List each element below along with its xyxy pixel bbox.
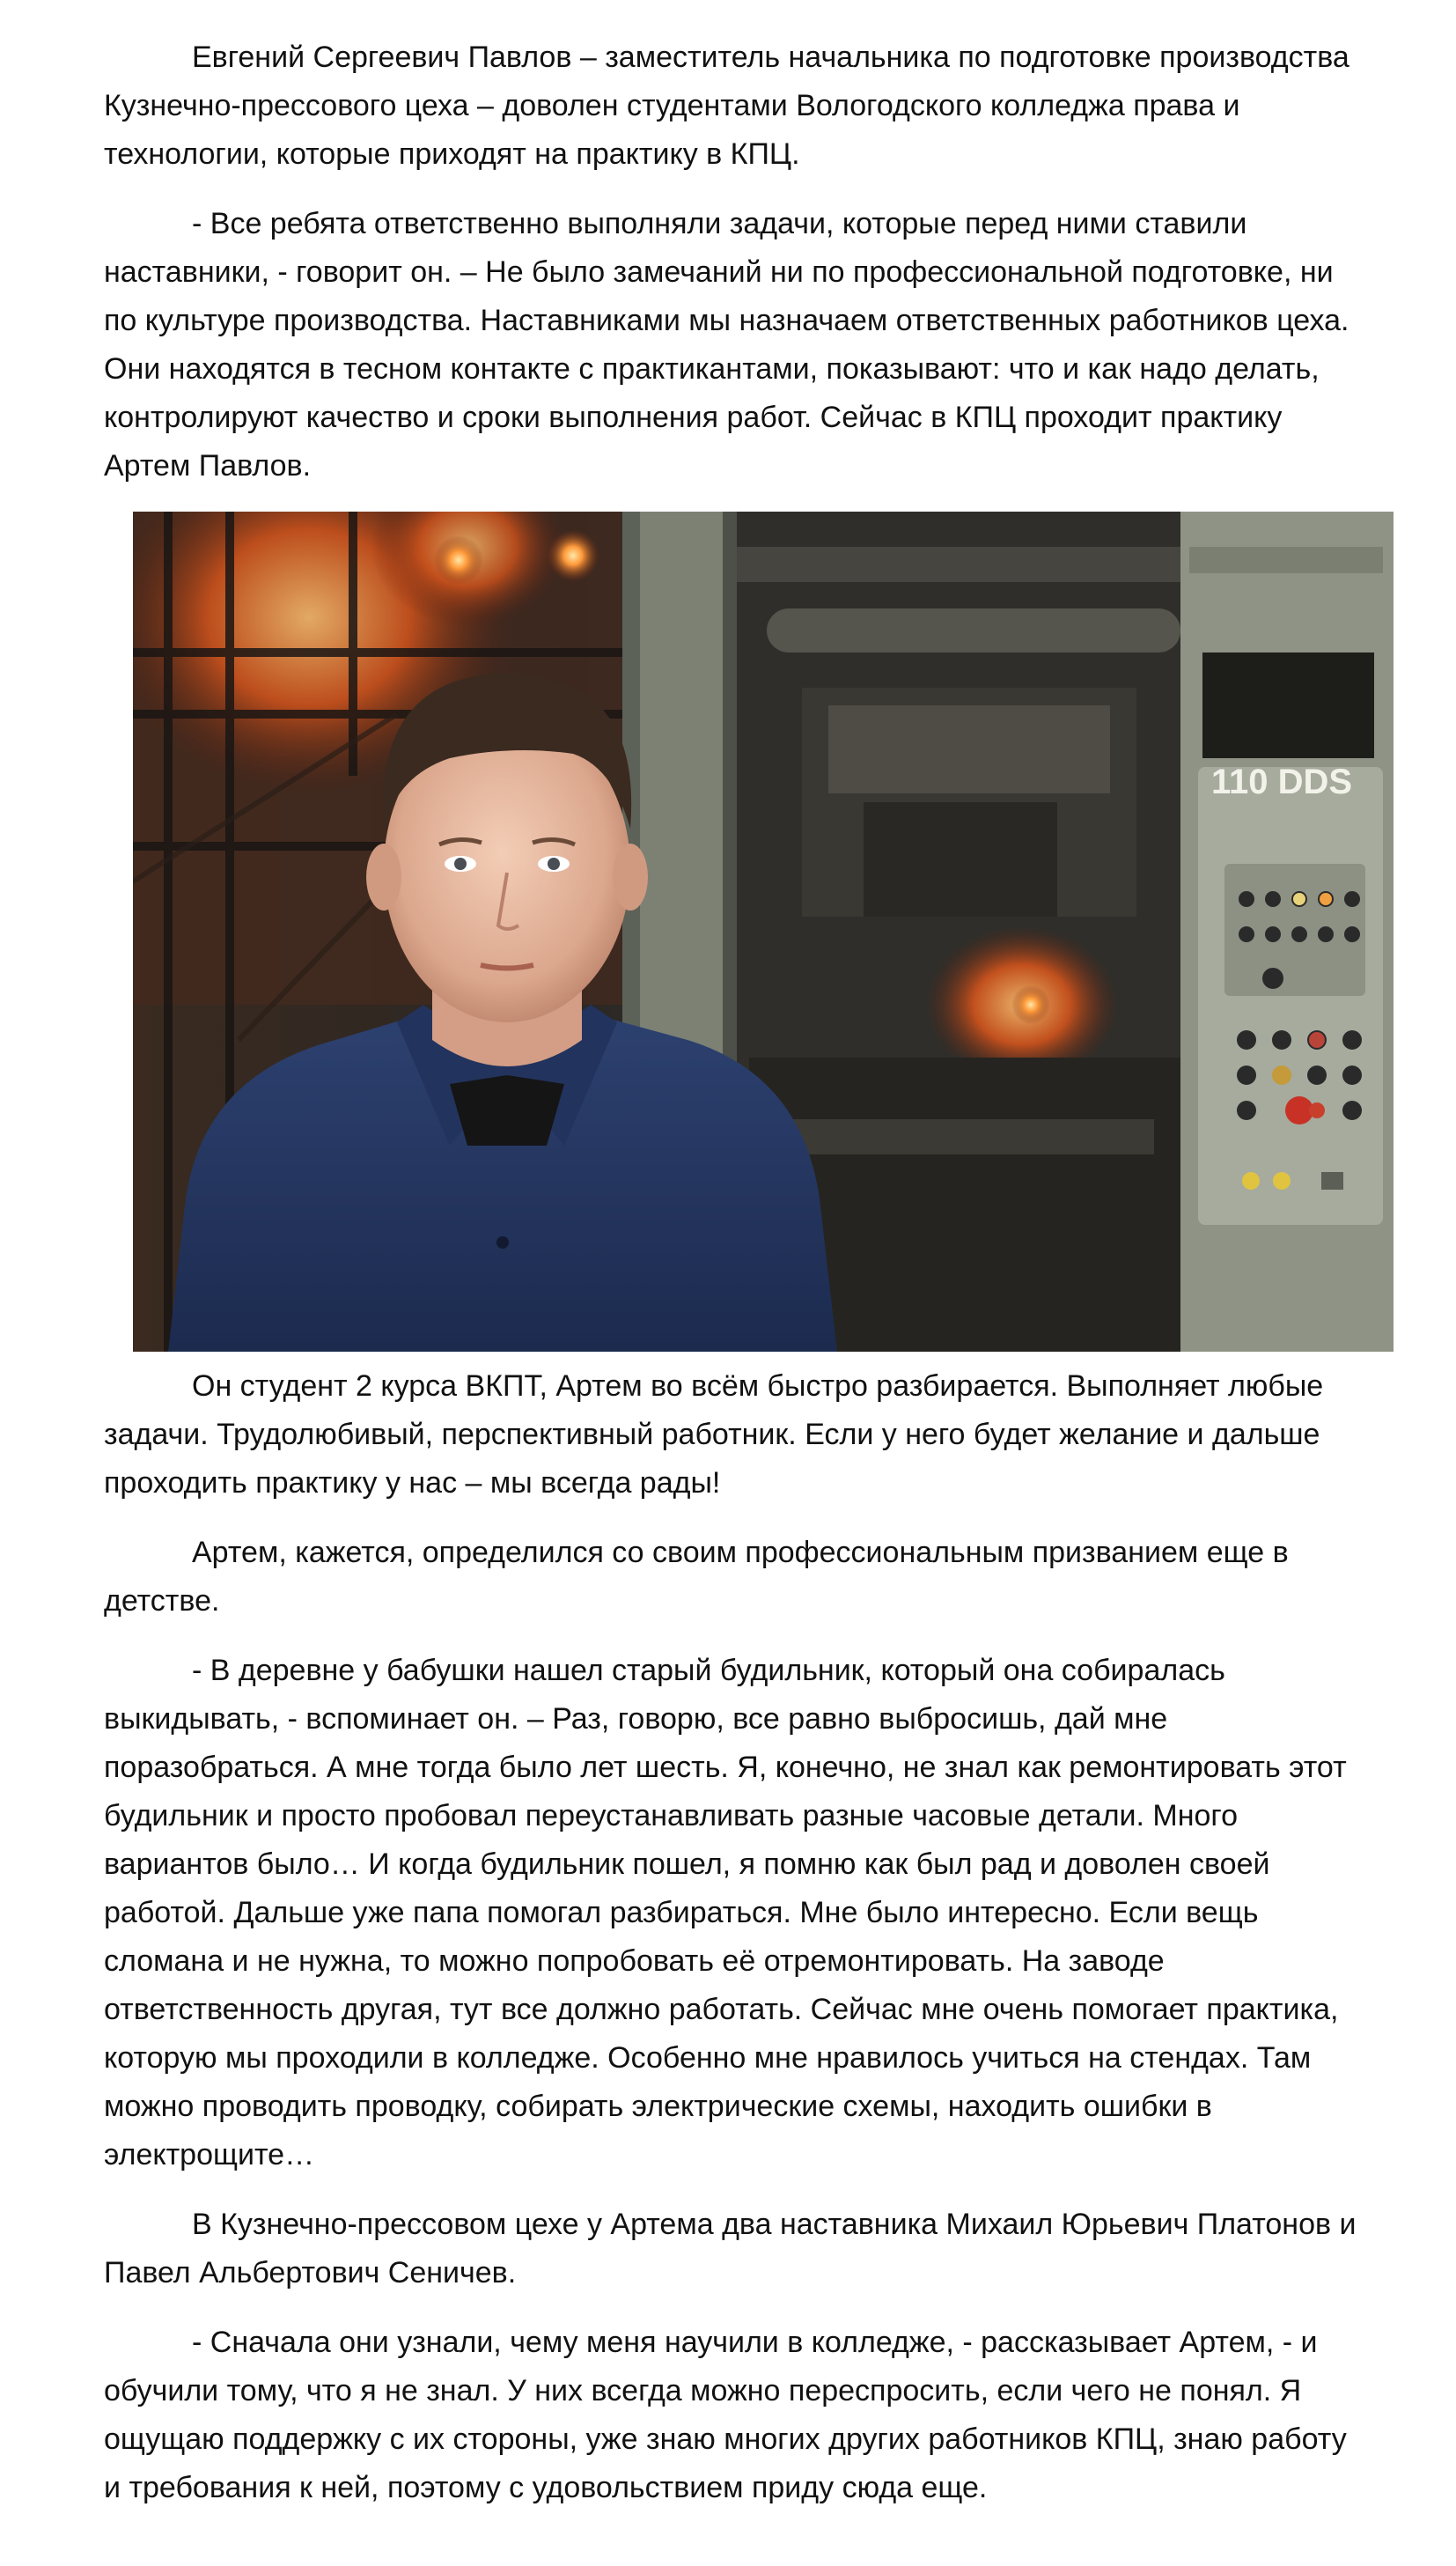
article-body	[104, 33, 1371, 2533]
paragraph-3: Он студент 2 курса ВКПТ, Артем во всём быстро разбирается. Выполняет любые задачи. Трудолюбивый, перспективный работник. Если у него будет желание и дальше проходить практику у нас – мы всегда рады!	[104, 1369, 1324, 1500]
machine-label: 110 DDS	[1211, 763, 1353, 801]
paragraph-5: - В деревне у бабушки нашел старый будильник, который она собиралась выкидывать, - вспоминает он. – Раз, говорю, все равно выбросишь, дай мне поразобраться. А мне тогда было лет шесть. Я, конечно, не знал как ремонтировать этот будильник и просто пробовал переустанавливать разные часовые детали. Много вариантов было… И когда будильник пошел, я помню как был рад и доволен своей работой. Дальше уже папа помогал разбираться. Мне было интересно. Если вещь сломана и не нужна, то можно попробовать её отремонтировать. На заводе ответственность другая, тут все должно работать. Сейчас мне очень помогает практика, которую мы проходили в колледже. Особенно мне нравилось учиться на стендах. Там можно проводить проводку, собирать электрические схемы, находить ошибки в электрощите…	[104, 1654, 1347, 2172]
paragraph-6: В Кузнечно-прессовом цехе у Артема два наставника Михаил Юрьевич Платонов и Павел Альбертович Сеничев.	[104, 2208, 1357, 2289]
paragraph-4: Артем, кажется, определился со своим профессиональным призванием еще в детстве.	[104, 1536, 1289, 1618]
student-photo	[133, 512, 1393, 1352]
paragraph-2: - Все ребята ответственно выполняли задачи, которые перед ними ставили наставники, - говорит он. – Не было замечаний ни по профессиональной подготовке, ни по культуре производства. Наставниками мы назначаем ответственных работников цеха. Они находятся в тесном контакте с практикантами, показывают: что и как надо делать, контролируют качество и сроки выполнения работ. Сейчас в КПЦ проходит практику Артем Павлов.	[104, 207, 1349, 483]
paragraph-7: - Сначала они узнали, чему меня научили в колледже, - рассказывает Артем, - и обучили тому, что я не знал. У них всегда можно переспросить, если чего не понял. Я ощущаю поддержку с их стороны, уже знаю многих других работников КПЦ, знаю работу и требования к ней, поэтому с удовольствием приду сюда еще.	[104, 2326, 1347, 2504]
paragraph-1: Евгений Сергеевич Павлов – заместитель начальника по подготовке производства Кузнечно-прессового цеха – доволен студентами Вологодского колледжа права и технологии, которые приходят на практику в КПЦ.	[104, 41, 1349, 171]
